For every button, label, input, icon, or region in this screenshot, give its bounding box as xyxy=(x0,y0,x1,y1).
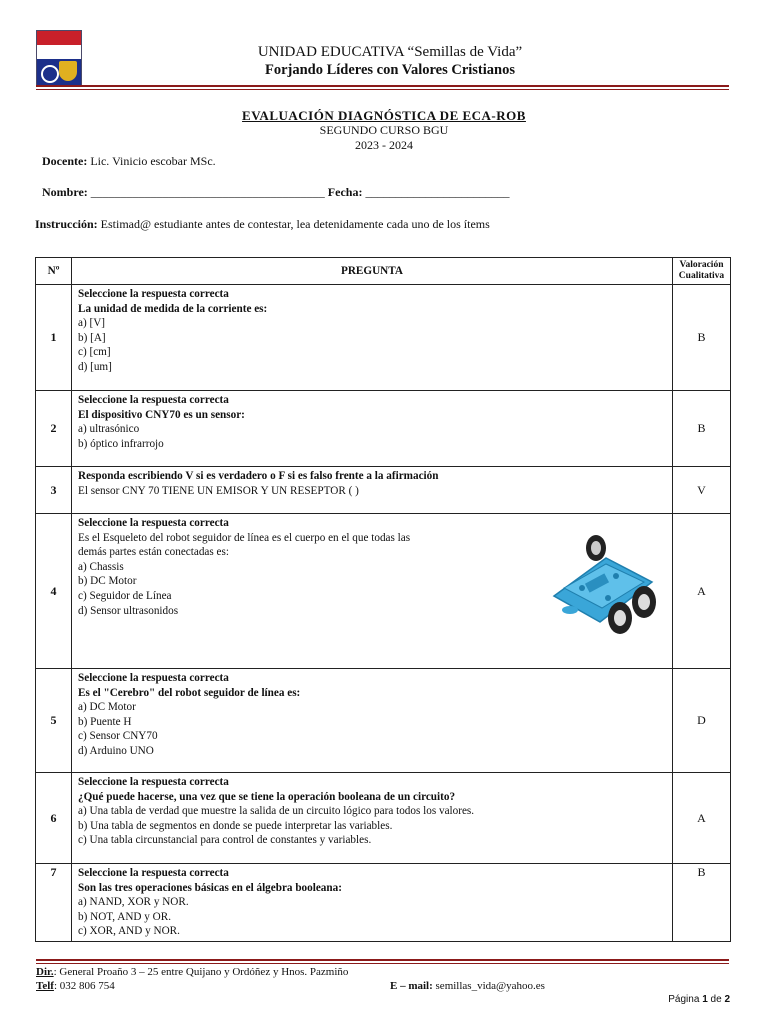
col-header-number: Nº xyxy=(36,258,72,285)
header-divider xyxy=(36,85,729,87)
email-label: E – mail: xyxy=(390,980,433,992)
question-line: a) ultrasónico xyxy=(78,423,140,436)
question-line: a) NAND, XOR y NOR. xyxy=(78,896,189,909)
nombre-label: Nombre: xyxy=(42,185,88,199)
question-heading: Seleccione la respuesta correcta xyxy=(78,517,229,529)
instruction-label: Instrucción: xyxy=(35,217,98,231)
question-row xyxy=(36,514,731,669)
question-heading: Responda escribiendo V si es verdadero o F si es falso frente a la afirmación xyxy=(78,470,439,482)
question-line: El sensor CNY 70 TIENE UN EMISOR Y UN RESEPTOR ( ) xyxy=(78,484,359,497)
question-line: c) Sensor CNY70 xyxy=(78,730,158,743)
phone-value: : 032 806 754 xyxy=(53,980,115,992)
question-line: c) [cm] xyxy=(78,346,111,359)
email-value[interactable]: semillas_vida@yahoo.es xyxy=(435,980,545,992)
question-text xyxy=(72,864,673,942)
question-line: b) NOT, AND y OR. xyxy=(78,910,172,923)
docente-line xyxy=(42,154,216,169)
question-heading: El dispositivo CNY70 es un sensor: xyxy=(78,408,245,421)
instruction-text: Estimad@ estudiante antes de contestar, lea detenidamente cada uno de los ítems xyxy=(100,217,490,231)
question-number: 2 xyxy=(36,391,72,467)
exam-course: SEGUNDO CURSO BGU xyxy=(319,123,449,137)
footer-phone xyxy=(36,980,115,992)
question-number: 1 xyxy=(36,285,72,391)
school-logo xyxy=(36,30,82,86)
question-heading: Es el "Cerebro" del robot seguidor de línea es: xyxy=(78,686,301,699)
question-line: a) DC Motor xyxy=(78,701,136,714)
instruction-line xyxy=(35,217,490,232)
question-line: d) Sensor ultrasonidos xyxy=(78,604,179,617)
question-row xyxy=(36,391,731,467)
question-number: 3 xyxy=(36,467,72,514)
address-label: Dir. xyxy=(36,966,54,978)
fecha-blank[interactable]: ________________________ xyxy=(365,185,510,199)
table-header-row xyxy=(36,258,731,285)
question-line: demás partes están conectadas es: xyxy=(78,546,229,559)
question-heading: Seleccione la respuesta correcta xyxy=(78,288,229,300)
question-line: c) Una tabla circunstancial para control de constantes y variables. xyxy=(78,834,372,847)
question-line: b) Puente H xyxy=(78,715,132,728)
question-line: d) Arduino UNO xyxy=(78,744,154,757)
footer-divider xyxy=(36,959,729,961)
question-line: d) [um] xyxy=(78,360,112,373)
qualitative-value[interactable]: B xyxy=(673,285,731,391)
question-number: 5 xyxy=(36,669,72,773)
nombre-line xyxy=(42,185,509,200)
col-header-question: PREGUNTA xyxy=(72,258,673,285)
footer-email xyxy=(390,980,545,992)
question-text xyxy=(72,391,673,467)
robot-chassis-image xyxy=(546,526,658,638)
question-number: 7 xyxy=(36,864,72,942)
qualitative-value[interactable]: D xyxy=(673,669,731,773)
question-row xyxy=(36,285,731,391)
question-heading: ¿Qué puede hacerse, una vez que se tiene la operación booleana de un circuito? xyxy=(78,790,456,803)
question-heading: Seleccione la respuesta correcta xyxy=(78,867,229,879)
school-name: UNIDAD EDUCATIVA “Semillas de Vida” xyxy=(257,44,523,60)
question-heading: La unidad de medida de la corriente es: xyxy=(78,302,268,315)
address-value: : General Proaño 3 – 25 entre Quijano y Ordóñez y Hnos. Pazmiño xyxy=(53,966,349,978)
question-line: a) [V] xyxy=(78,317,106,330)
footer-divider-thin xyxy=(36,963,729,964)
question-row xyxy=(36,773,731,864)
fecha-label: Fecha: xyxy=(327,185,363,199)
phone-label: Telf xyxy=(36,980,54,992)
question-text xyxy=(72,773,673,864)
question-text xyxy=(72,669,673,773)
question-line: c) Seguidor de Línea xyxy=(78,589,172,602)
questions-table xyxy=(35,257,731,942)
question-line: b) Una tabla de segmentos en donde se puede interpretar las variables. xyxy=(78,819,393,832)
qualitative-value[interactable]: V xyxy=(673,467,731,514)
question-line: Es el Esqueleto del robot seguidor de línea es el cuerpo en el que todas las xyxy=(78,531,411,544)
question-number: 4 xyxy=(36,514,72,669)
page-number: Página 1 de 2 xyxy=(668,994,730,1005)
footer-address xyxy=(36,966,348,978)
qualitative-value[interactable]: B xyxy=(673,391,731,467)
question-row xyxy=(36,864,731,942)
question-line: b) DC Motor xyxy=(78,575,137,588)
question-heading: Seleccione la respuesta correcta xyxy=(78,394,229,406)
question-row xyxy=(36,467,731,514)
docente-label: Docente: xyxy=(42,154,88,168)
exam-title: EVALUACIÓN DIAGNÓSTICA DE ECA-ROB xyxy=(242,108,526,123)
question-text xyxy=(72,285,673,391)
question-heading: Seleccione la respuesta correcta xyxy=(78,776,229,788)
nombre-blank[interactable]: _______________________________________ xyxy=(90,185,325,199)
question-heading: Son las tres operaciones básicas en el álgebra booleana: xyxy=(78,881,342,894)
question-text xyxy=(72,514,673,669)
question-heading: Seleccione la respuesta correcta xyxy=(78,672,229,684)
school-motto: Forjando Líderes con Valores Cristianos xyxy=(264,62,515,78)
header-divider-thin xyxy=(36,89,729,90)
question-line: b) [A] xyxy=(78,331,106,344)
question-row xyxy=(36,669,731,773)
question-line: c) XOR, AND y NOR. xyxy=(78,925,180,938)
docente-value: Lic. Vinicio escobar MSc. xyxy=(90,154,216,168)
qualitative-value[interactable]: B xyxy=(673,864,731,942)
question-text xyxy=(72,467,673,514)
qualitative-value[interactable]: A xyxy=(673,773,731,864)
question-line: b) óptico infrarrojo xyxy=(78,437,164,450)
question-line: a) Una tabla de verdad que muestre la salida de un circuito lógico para todos los valores. xyxy=(78,805,475,818)
qualitative-value[interactable]: A xyxy=(673,514,731,669)
col-header-evaluation: Valoración Cualitativa xyxy=(673,258,731,285)
exam-year: 2023 - 2024 xyxy=(355,138,413,152)
question-number: 6 xyxy=(36,773,72,864)
question-line: a) Chassis xyxy=(78,560,124,573)
